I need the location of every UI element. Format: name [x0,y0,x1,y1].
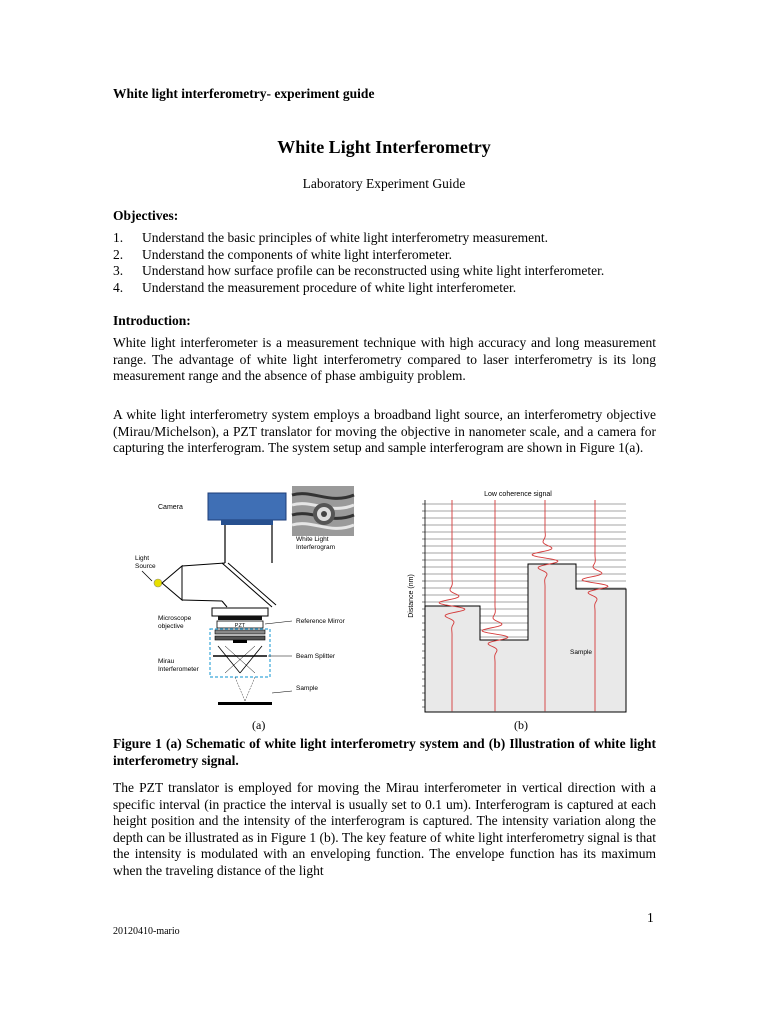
light-source-label-1: Light [135,555,150,562]
list-text: Understand the basic principles of white light interferometry measurement. [142,230,548,245]
mirau-label-1: Mirau [158,658,175,665]
microscope-label-1: Microscope [158,615,192,622]
light-source-label-2: Source [135,563,156,570]
sample-label: Sample [296,685,319,692]
page-number: 1 [647,910,654,925]
camera-body [208,493,286,520]
intro-paragraph-1: White light interferometer is a measurement technique with high accuracy and long measurement range. The advantage of white light interferometry compared to laser interferometry is its long measurement range and the absence of phase ambiguity problem. [113,335,656,384]
list-item [113,230,673,247]
list-text: Understand the measurement procedure of white light interferometer. [142,279,517,295]
list-item [113,280,673,297]
beam-splitter-label: Beam Splitter [296,653,336,660]
pzt-label: PZT [234,623,246,629]
body-paragraph-3: The PZT translator is employed for moving the Mirau interferometer in vertical direction with a specific interval (in practice the interval is usually set to 0.1 um). Interferogram is captured at each height position and the intensity of the interferogram is captured. The intensity variation along the depth can be illustrated as in Figure 1 (b). The key feature of white light interferometry signal is that the intensity is modulated with an enveloping function. The envelope function has its maximum when the traveling distance of the light [113,780,656,878]
intro-paragraph-2: A white light interferometry system employs a broadband light source, an interferometry objective (Mirau/Michelson), a PZT translator for moving the objective in nanometer scale, and a camera for capturing the interferogram. The system setup and sample interferogram are shown in Figure 1(a). [113,407,656,456]
sample-plate [218,702,272,705]
figure-b-signal-plot [400,486,640,718]
objectives-list [113,230,673,296]
footer-id: 20120410-mario [113,926,180,937]
y-axis-label: Distance (nm) [408,574,415,618]
sample-label: Sample [570,649,593,656]
figure-caption: Figure 1 (a) Schematic of white light interferometry system and (b) Illustration of white light interferometry signal. [113,736,656,768]
plot-title: Low coherence signal [484,491,552,498]
mirau-label-2: Interferometer [158,666,199,673]
page-subtitle: Laboratory Experiment Guide [302,176,466,191]
objectives-heading: Objectives: [113,208,179,223]
introduction-heading: Introduction: [113,313,191,328]
figure-b-label: (b) [514,718,528,732]
list-number: 1. [113,230,124,245]
list-number: 2. [113,246,124,262]
list-item [113,247,673,264]
white-light-interferogram-image [292,486,354,536]
microscope-label-2: objective [158,623,184,630]
list-text: Understand how surface profile can be reconstructed using white light interferometer. [142,263,605,278]
camera-lens [221,520,273,525]
white-light-label-1: White Light [296,536,329,543]
page-title: White Light Interferometry [277,137,491,157]
list-number: 4. [113,279,124,295]
surface-profile [425,564,626,712]
figure-a-label: (a) [252,718,266,732]
light-bulb-icon [154,579,162,587]
white-light-label-2: Interferogram [296,544,336,551]
running-header: White light interferometry- experiment guide [113,86,375,101]
list-number: 3. [113,263,124,278]
camera-label: Camera [158,504,183,511]
list-text: Understand the components of white light interferometer. [142,246,453,262]
reference-mirror-label: Reference Mirror [296,618,345,625]
figure-a-schematic [130,483,370,718]
list-item [113,263,673,280]
